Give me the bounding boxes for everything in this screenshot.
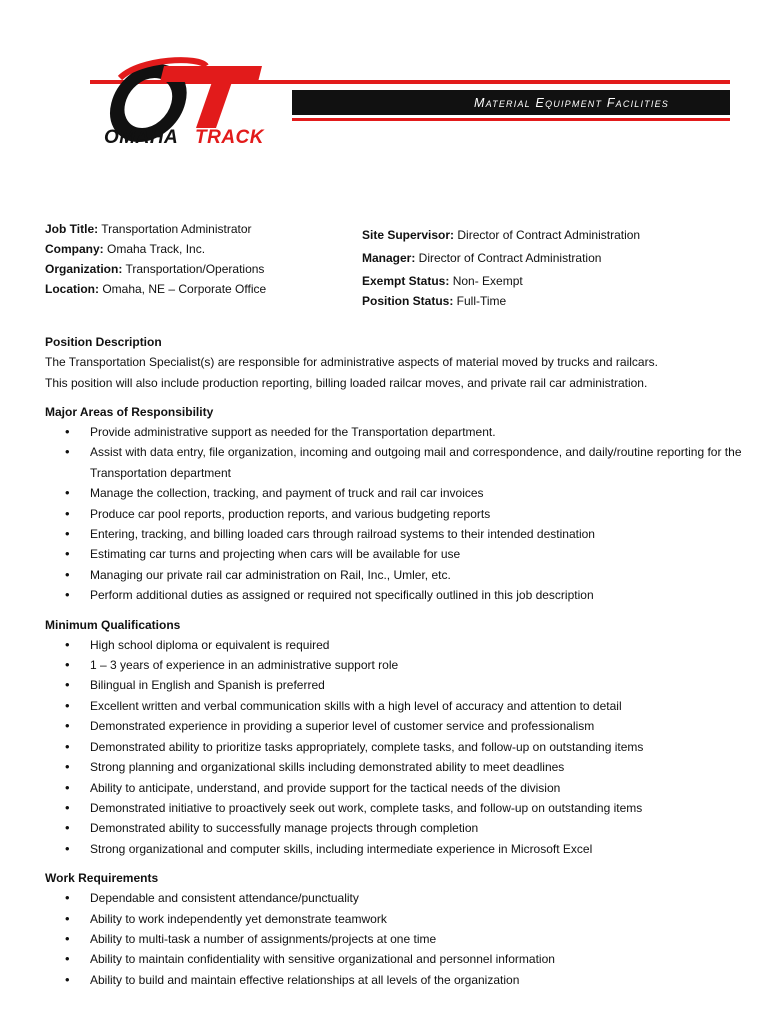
tagline: Material Equipment Facilities (474, 96, 669, 110)
job-info-right (362, 225, 640, 311)
info-label: Manager: (362, 251, 416, 265)
info-value: Non- Exempt (449, 274, 523, 288)
responsibilities-heading: Major Areas of Responsibility (45, 405, 214, 419)
list-item: • Estimating car turns and projecting when cars will be available for use (45, 544, 755, 564)
bullet-icon: • (65, 718, 70, 734)
info-value: Omaha, NE – Corporate Office (99, 282, 267, 296)
list-item: • Assist with data entry, file organization, incoming and outgoing mail and correspondence, and daily/routine reporting for the Transportation department (65, 444, 742, 480)
list-item: • Ability to anticipate, understand, and provide support for the tactical needs of the division (45, 778, 755, 798)
bullet-icon: • (65, 587, 70, 603)
info-value: Transportation/Operations (122, 262, 265, 276)
info-label: Job Title: (45, 222, 99, 236)
bullet-icon: • (65, 546, 70, 562)
bullet-icon: • (65, 840, 70, 856)
bullet-icon: • (65, 636, 70, 652)
list-item: • Ability to work independently yet demonstrate teamwork (45, 909, 755, 929)
bullet-icon: • (65, 566, 70, 582)
bullet-icon: • (65, 910, 70, 926)
list-item: • Manage the collection, tracking, and payment of truck and rail car invoices (45, 483, 755, 503)
job-title-row (45, 219, 266, 239)
list-item: • Perform additional duties as assigned or required not specifically outlined in this job description (45, 585, 755, 605)
list-item: • Ability to build and maintain effective relationships at all levels of the organization (45, 970, 755, 990)
bullet-icon: • (65, 424, 70, 439)
list-item: • High school diploma or equivalent is required (45, 635, 755, 655)
position-status-row (362, 291, 640, 311)
responsibilities-list (45, 422, 755, 606)
organization-row (45, 259, 266, 279)
info-value: Omaha Track, Inc. (103, 242, 206, 256)
bullet-icon: • (65, 738, 70, 754)
bullet-icon: • (65, 697, 70, 713)
info-value: Full-Time (453, 294, 507, 308)
exempt-status-row (362, 271, 640, 291)
list-item: • Produce car pool reports, production reports, and various budgeting reports (45, 504, 755, 524)
list-item: • Ability to multi-task a number of assignments/projects at one time (45, 929, 755, 949)
list-item: • Demonstrated ability to prioritize tasks appropriately, complete tasks, and follow-up on outstanding items (45, 737, 755, 757)
position-description-line: The Transportation Specialist(s) are responsible for administrative aspects of material moved by trucks and railcars. (45, 355, 658, 369)
job-description-body (45, 333, 755, 990)
bullet-icon: • (65, 951, 70, 967)
bullet-icon: • (65, 930, 70, 946)
work-requirements-heading: Work Requirements (45, 871, 159, 886)
bullet-icon: • (65, 485, 70, 501)
list-item: • Demonstrated experience in providing a superior level of customer service and professionalism (45, 716, 755, 736)
brand-name-track: TRACK (195, 127, 264, 148)
bullet-icon: • (65, 759, 70, 775)
list-item: • Entering, tracking, and billing loaded cars through railroad systems to their intended destination (45, 524, 755, 544)
info-label: Position Status: (362, 294, 454, 308)
bullet-icon: • (65, 779, 70, 795)
manager-row (362, 248, 640, 268)
list-item: • Demonstrated ability to successfully manage projects through completion (45, 818, 755, 838)
info-label: Organization: (45, 262, 123, 276)
bullet-icon: • (65, 657, 70, 673)
position-description-line: This position will also include production reporting, billing loaded railcar moves, and private rail car administration. (45, 375, 648, 390)
list-item: • Bilingual in English and Spanish is preferred (45, 675, 755, 695)
info-label: Company: (45, 242, 104, 256)
job-info-left (45, 219, 266, 299)
bullet-icon: • (65, 526, 70, 542)
qualifications-list (45, 635, 755, 859)
info-value: Director of Contract Administration (454, 228, 641, 242)
bullet-icon: • (65, 820, 70, 836)
list-item: • Managing our private rail car administration on Rail, Inc., Umler, etc. (45, 565, 755, 585)
list-item: • Provide administrative support as needed for the Transportation department. (45, 422, 755, 442)
position-description-heading: Position Description (45, 335, 162, 349)
list-item: • 1 – 3 years of experience in an administrative support role (45, 655, 755, 675)
bullet-icon: • (65, 505, 70, 521)
list-item: • Excellent written and verbal communication skills with a high level of accuracy and attention to detail (45, 696, 755, 716)
company-row (45, 239, 266, 259)
list-item: • Strong organizational and computer skills, including intermediate experience in Microsoft Excel (45, 839, 755, 859)
info-value: Director of Contract Administration (415, 251, 602, 265)
bullet-icon: • (65, 677, 70, 693)
bullet-icon: • (65, 890, 70, 906)
brand-name-omaha: OMAHA (104, 127, 179, 148)
list-item: • Demonstrated initiative to proactively seek out work, complete tasks, and follow-up on outstanding items (45, 798, 755, 818)
work-requirements-list (45, 888, 755, 990)
info-value: Transportation Administrator (98, 222, 252, 236)
info-label: Site Supervisor: (362, 228, 455, 242)
list-item: • Strong planning and organizational skills including demonstrated ability to meet deadlines (45, 757, 755, 777)
qualifications-heading: Minimum Qualifications (45, 617, 181, 632)
location-row (45, 279, 266, 299)
info-label: Location: (45, 282, 99, 296)
bullet-icon: • (65, 971, 70, 987)
bullet-icon: • (65, 799, 70, 815)
list-item: • Dependable and consistent attendance/punctuality (45, 888, 755, 908)
list-item: • Ability to maintain confidentiality with sensitive organizational and personnel information (45, 949, 755, 969)
bullet-icon: • (65, 444, 70, 460)
info-label: Exempt Status: (362, 274, 450, 288)
letterhead (0, 0, 770, 175)
site-supervisor-row (362, 225, 640, 245)
